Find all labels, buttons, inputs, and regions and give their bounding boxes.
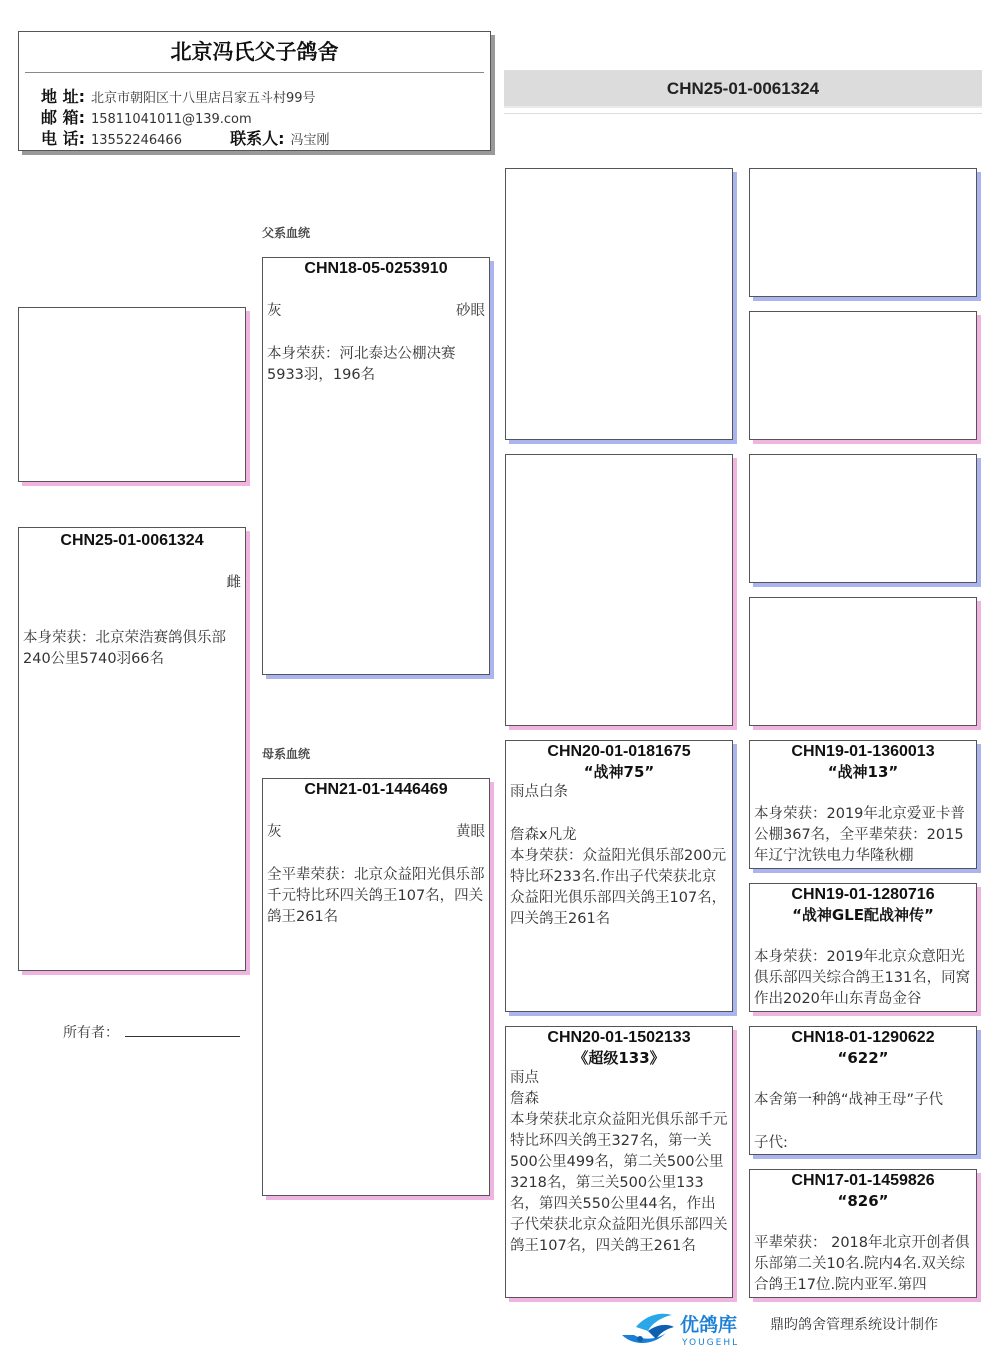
sire-awards: 本身荣获：河北泰达公棚决赛5933羽，196名 <box>267 346 456 383</box>
dam-dam-name: 《超级133》 <box>573 1049 665 1067</box>
dam-sire-color: 雨点白条 <box>510 784 568 800</box>
ggp3-line1: 本舍第一种鸽“战神王母”子代 <box>754 1092 944 1108</box>
ggp1-awards: 本身荣获：2019年北京爱亚卡普公棚367名，全平辈荣获：2015年辽宁沈铁电力华隆秋棚 <box>754 806 965 864</box>
subject-photo-box <box>18 307 246 482</box>
ggp-card-1 <box>749 740 977 869</box>
subject-card <box>18 527 246 971</box>
dam-color: 灰 <box>267 824 282 840</box>
dam-section-label: 母系血统 <box>262 747 311 761</box>
ggp-box-4 <box>749 597 977 726</box>
ggp3-ring: CHN18-01-1290622 <box>791 1029 935 1046</box>
ggp1-ring: CHN19-01-1360013 <box>791 743 935 760</box>
ggp-card-3 <box>749 1026 977 1155</box>
owner-field <box>63 1022 240 1042</box>
yougeku-logo <box>618 1305 758 1350</box>
loft-name: 北京冯氏父子鸽舍 <box>25 32 484 73</box>
logo-bird-icon <box>618 1305 758 1350</box>
dam-sire-ring: CHN20-01-0181675 <box>547 743 691 760</box>
dam-dam-line: 詹森 <box>510 1091 539 1107</box>
owner-label: 所有者： <box>63 1025 119 1041</box>
dam-traits <box>263 822 489 843</box>
subject-sex: 雌 <box>226 575 241 591</box>
address-row <box>41 84 316 107</box>
ggp-box-1 <box>749 168 977 297</box>
dam-dam-awards: 本身荣获北京众益阳光俱乐部千元特比环四关鸽王327名，第一关500公里499名，第二关500公里3218名，第三关500公里133名，第四关550公里44名，作出子代荣获北京众益阳光俱乐部四关鸽王107名，四关鸽王261名 <box>510 1112 728 1254</box>
email-value: 15811041011@139.com <box>90 112 252 127</box>
ggp2-ring: CHN19-01-1280716 <box>791 886 935 903</box>
sire-ring: CHN18-05-0253910 <box>304 260 448 277</box>
dam-dam-card <box>505 1026 733 1298</box>
sire-section-label: 父系血统 <box>262 226 311 240</box>
dam-dam-ring: CHN20-01-1502133 <box>547 1029 691 1046</box>
loft-header-card <box>18 31 491 151</box>
sire-eye: 砂眼 <box>456 303 485 319</box>
dam-dam-color: 雨点 <box>510 1070 539 1086</box>
contact-label: 联系人: <box>230 129 285 148</box>
dam-eye: 黄眼 <box>456 824 485 840</box>
address-label: 地 址: <box>41 87 85 106</box>
dam-ring: CHN21-01-1446469 <box>304 781 448 798</box>
sire-color: 灰 <box>267 303 282 319</box>
sire-sire-box <box>505 168 733 440</box>
ggp3-line2: 子代: <box>754 1135 788 1151</box>
contact-value: 冯宝刚 <box>290 133 330 148</box>
subject-ring: CHN25-01-0061324 <box>60 532 204 549</box>
ggp-card-2 <box>749 883 977 1012</box>
dam-awards: 全平辈荣获：北京众益阳光俱乐部千元特比环四关鸽王107名，四关鸽王261名 <box>267 867 485 925</box>
sire-traits <box>263 301 489 322</box>
sire-card <box>262 257 490 675</box>
ggp1-name: “战神13” <box>827 763 899 781</box>
ggp-box-3 <box>749 454 977 583</box>
ggp-card-4 <box>749 1169 977 1298</box>
logo-cn-text: 优鸽库 <box>680 1314 738 1336</box>
ggp4-name: “826” <box>837 1192 889 1210</box>
owner-signature-line <box>125 1025 240 1037</box>
phone-label: 电 话: <box>41 129 85 148</box>
logo-en-text: YOUGEHL <box>682 1338 740 1348</box>
ring-banner: CHN25-01-0061324 <box>504 70 982 108</box>
ggp4-awards: 平辈荣获： 2018年北京开创者俱乐部第二关10名.院内4名.双关综合鸽王17位.院内亚军.第四 <box>754 1235 970 1293</box>
phone-value: 13552246466 <box>90 133 182 148</box>
dam-sire-awards: 本身荣获：众益阳光俱乐部200元特比环233名.作出子代荣获北京众益阳光俱乐部四关鸽王107名，四关鸽王261名 <box>510 848 727 927</box>
subject-awards: 本身荣获：北京荣浩赛鸽俱乐部240公里5740羽66名 <box>23 630 226 667</box>
ggp4-ring: CHN17-01-1459826 <box>791 1172 935 1189</box>
dam-card <box>262 778 490 1196</box>
footer-credit: 鼎昀鸽舍管理系统设计制作 <box>770 1317 938 1333</box>
email-label: 邮 箱: <box>41 108 85 127</box>
address-value: 北京市朝阳区十八里店吕家五斗村99号 <box>90 91 316 106</box>
phone-row <box>41 126 330 149</box>
dam-sire-card <box>505 740 733 1012</box>
banner-divider <box>504 113 982 114</box>
email-row <box>41 105 252 128</box>
sire-dam-box <box>505 454 733 726</box>
ggp2-awards: 本身荣获：2019年北京众意阳光俱乐部四关综合鸽王131名，同窝作出2020年山东青岛金谷 <box>754 949 971 1007</box>
ggp-box-2 <box>749 311 977 440</box>
dam-sire-line: 詹森x凡龙 <box>510 827 577 843</box>
ggp2-name: “战神GLE配战神传” <box>792 906 934 924</box>
ggp3-name: “622” <box>837 1049 889 1067</box>
dam-sire-name: “战神75” <box>583 763 655 781</box>
